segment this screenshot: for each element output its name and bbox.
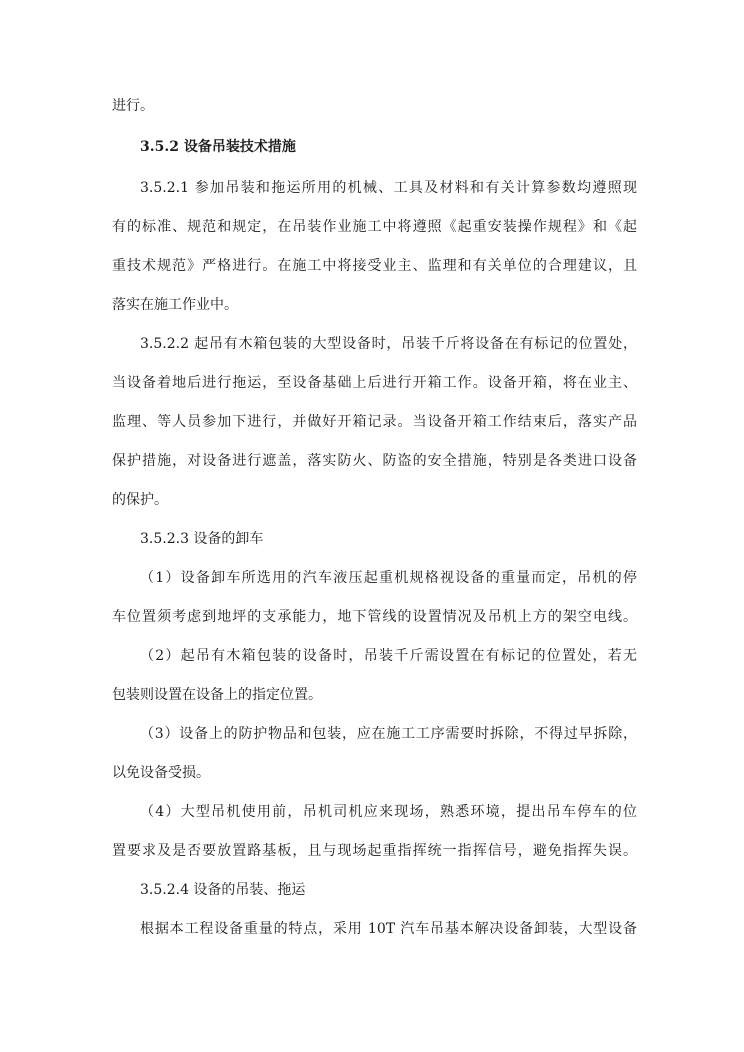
paragraph-3-5-2-1-line-1: 3.5.2.1 参加吊装和拖运所用的机械、工具及材料和有关计算参数均遵照现 bbox=[140, 180, 637, 196]
item-4-line-2: 置要求及是否要放置路基板，且与现场起重指挥统一指挥信号，避免指挥失误。 bbox=[112, 843, 637, 859]
paragraph-3-5-2-2-line-1: 3.5.2.2 起吊有木箱包装的大型设备时，吊装千斤将设备在有标记的位置处， bbox=[140, 336, 637, 352]
item-1-line-1: （1）设备卸车所选用的汽车液压起重机规格视设备的重量而定，吊机的停 bbox=[140, 570, 637, 586]
item-3-line-1: （3）设备上的防护物品和包装，应在施工工序需要时拆除，不得过早拆除， bbox=[140, 726, 637, 742]
item-4-line-1: （4）大型吊机使用前，吊机司机应来现场，熟悉环境，提出吊车停车的位 bbox=[140, 804, 637, 820]
text-line-continuation: 进行。 bbox=[112, 98, 154, 114]
paragraph-3-5-2-1-line-4: 落实在施工作业中。 bbox=[112, 297, 238, 313]
item-2-line-1: （2）起吊有木箱包装的设备时，吊装千斤需设置在有标记的位置处，若无 bbox=[140, 648, 637, 664]
paragraph-3-5-2-2-line-2: 当设备着地后进行拖运，至设备基础上后进行开箱工作。设备开箱，将在业主、 bbox=[112, 375, 637, 391]
subsection-heading-3-5-2-3: 3.5.2.3 设备的卸车 bbox=[140, 531, 264, 547]
item-3-line-2: 以免设备受损。 bbox=[112, 765, 210, 781]
section-heading-3-5-2: 3.5.2 设备吊装技术措施 bbox=[140, 139, 296, 155]
paragraph-3-5-2-2-line-5: 的保护。 bbox=[112, 492, 168, 508]
item-1-line-2: 车位置须考虑到地坪的支承能力，地下管线的设置情况及吊机上方的架空电线。 bbox=[112, 609, 637, 625]
paragraph-3-5-2-1-line-3: 重技术规范》严格进行。在施工中将接受业主、监理和有关单位的合理建议，且 bbox=[112, 258, 637, 274]
paragraph-3-5-2-2-line-4: 保护措施，对设备进行遮盖，落实防火、防盗的安全措施，特别是各类进口设备 bbox=[112, 453, 637, 469]
item-2-line-2: 包装则设置在设备上的指定位置。 bbox=[112, 687, 322, 703]
paragraph-3-5-2-1-line-2: 有的标准、规范和规定，在吊装作业施工中将遵照《起重安装操作规程》和《起 bbox=[112, 219, 637, 235]
paragraph-3-5-2-2-line-3: 监理、等人员参加下进行，并做好开箱记录。当设备开箱工作结束后，落实产品 bbox=[112, 414, 637, 430]
subsection-heading-3-5-2-4: 3.5.2.4 设备的吊装、拖运 bbox=[140, 882, 306, 898]
paragraph-3-5-2-4-line-1: 根据本工程设备重量的特点，采用 10T 汽车吊基本解决设备卸装，大型设备 bbox=[140, 921, 637, 937]
